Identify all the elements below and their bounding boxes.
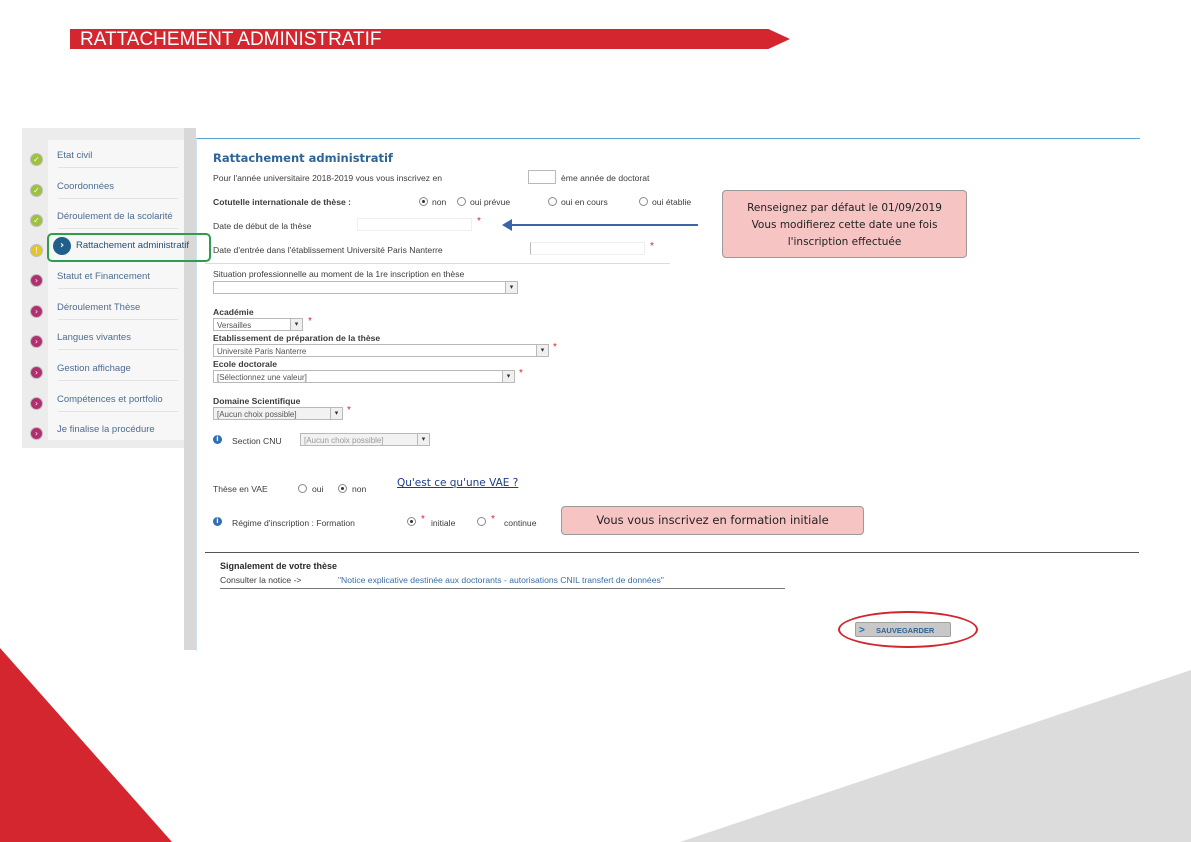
cotutelle-option-label: non — [432, 197, 447, 207]
required-asterisk: * — [308, 316, 312, 327]
sidebar-item-coordonnees[interactable] — [30, 178, 186, 204]
divider — [58, 198, 178, 199]
sidebar-item-langues[interactable] — [30, 329, 186, 355]
chevron-down-icon: ▾ — [502, 371, 514, 382]
year-input[interactable] — [528, 170, 556, 184]
regime-option-label: initiale — [431, 518, 456, 528]
section-value: [Aucun choix possible] — [304, 436, 384, 445]
divider — [58, 380, 178, 381]
required-asterisk: * — [519, 368, 523, 379]
decorative-grey-corner — [680, 670, 1191, 842]
ecole-select[interactable] — [213, 370, 515, 383]
sidebar-item-deroulement-these[interactable] — [30, 299, 186, 325]
sidebar-item-label: Rattachement administratif — [76, 240, 189, 251]
sidebar-item-label: Gestion affichage — [57, 363, 131, 374]
cotutelle-radio-non[interactable] — [419, 197, 428, 206]
divider — [58, 167, 178, 168]
chevron-right-icon: › — [53, 237, 71, 255]
sidebar-item-label: Déroulement de la scolarité — [57, 211, 173, 222]
cotutelle-label: Cotutelle internationale de thèse : — [213, 197, 351, 207]
academie-label: Académie — [213, 307, 254, 317]
situation-select[interactable] — [213, 281, 518, 294]
pointer-arrow-line — [510, 224, 698, 226]
divider — [220, 588, 785, 589]
callout-line: Renseignez par défaut le 01/09/2019 — [747, 202, 942, 214]
section-select[interactable] — [300, 433, 430, 446]
entry-date-input[interactable] — [530, 242, 645, 255]
vae-help-link[interactable]: Qu'est ce qu'une VAE ? — [397, 477, 519, 489]
academie-value: Versailles — [217, 321, 252, 330]
required-asterisk: * — [421, 514, 425, 525]
check-icon: ✓ — [30, 184, 43, 197]
info-icon[interactable]: i — [213, 435, 222, 444]
chevron-down-icon: ▾ — [290, 319, 302, 330]
divider — [58, 411, 178, 412]
divider — [58, 228, 178, 229]
chevron-right-icon: › — [30, 397, 43, 410]
year-label: Pour l'année universitaire 2018-2019 vous vous inscrivez en — [213, 173, 443, 183]
divider — [58, 319, 178, 320]
chevron-right-icon: › — [30, 305, 43, 318]
page-title: RATTACHEMENT ADMINISTRATIF — [80, 29, 382, 50]
etablissement-label: Etablissement de préparation de la thèse — [213, 333, 381, 343]
required-asterisk: * — [477, 216, 481, 227]
notice-prefix: Consulter la notice -> — [220, 575, 302, 585]
ecole-value: [Sélectionnez une valeur] — [217, 373, 307, 382]
section-divider — [205, 552, 1139, 553]
info-icon[interactable]: i — [213, 517, 222, 526]
chevron-right-icon: › — [30, 427, 43, 440]
sidebar-item-label: Statut et Financement — [57, 271, 150, 282]
domaine-select[interactable] — [213, 407, 343, 420]
required-asterisk: * — [491, 514, 495, 525]
date-callout — [722, 190, 967, 258]
start-date-label: Date de début de la thèse — [213, 221, 312, 231]
sidebar-item-etat-civil[interactable] — [30, 147, 186, 173]
year-suffix: ème année de doctorat — [561, 173, 650, 183]
sidebar-item-scolarite[interactable] — [30, 208, 186, 234]
chevron-down-icon: ▾ — [536, 345, 548, 356]
divider — [58, 349, 178, 350]
divider — [58, 288, 178, 289]
start-date-input[interactable] — [357, 218, 472, 231]
sidebar-item-label: Je finalise la procédure — [57, 424, 155, 435]
vae-radio-oui[interactable] — [298, 484, 307, 493]
required-asterisk: * — [553, 342, 557, 353]
chevron-down-icon: ▾ — [417, 434, 429, 445]
regime-callout: Vous vous inscrivez en formation initiale — [561, 506, 864, 535]
callout-line: l'inscription effectuée — [787, 236, 902, 248]
regime-radio-initiale[interactable] — [407, 517, 416, 526]
main-gutter — [184, 128, 196, 650]
situation-label: Situation professionnelle au moment de la 1re inscription en thèse — [213, 269, 465, 279]
check-icon: ✓ — [30, 153, 43, 166]
required-asterisk: * — [347, 405, 351, 416]
highlight-ring — [838, 611, 978, 648]
cotutelle-radio-en-cours[interactable] — [548, 197, 557, 206]
domaine-label: Domaine Scientifique — [213, 396, 301, 406]
vae-radio-non[interactable] — [338, 484, 347, 493]
sidebar-item-statut[interactable] — [30, 268, 186, 294]
cotutelle-option-label: oui prévue — [470, 197, 511, 207]
chevron-right-icon: › — [30, 274, 43, 287]
chevron-down-icon: ▾ — [505, 282, 517, 293]
vae-option-label: oui — [312, 484, 324, 494]
form-title: Rattachement administratif — [213, 151, 393, 165]
academie-select[interactable] — [213, 318, 303, 331]
section-label: Section CNU — [232, 436, 282, 446]
cotutelle-option-label: oui établie — [652, 197, 692, 207]
arrow-left-icon — [502, 219, 512, 231]
pending-icon: ! — [30, 244, 43, 257]
check-icon: ✓ — [30, 214, 43, 227]
cotutelle-radio-prevue[interactable] — [457, 197, 466, 206]
entry-date-label: Date d'entrée dans l'établissement Université Paris Nanterre — [213, 245, 443, 255]
sidebar-item-finalise[interactable] — [30, 421, 186, 447]
vae-option-label: non — [352, 484, 367, 494]
divider — [205, 263, 670, 264]
chevron-right-icon: > — [859, 625, 865, 636]
chevron-right-icon: › — [30, 335, 43, 348]
sidebar-item-label: Etat civil — [57, 150, 93, 161]
signalement-title: Signalement de votre thèse — [220, 561, 338, 571]
regime-option-label: continue — [504, 518, 537, 528]
regime-label: Régime d'inscription : Formation — [232, 518, 355, 528]
cotutelle-option-label: oui en cours — [561, 197, 608, 207]
sidebar-item-label: Langues vivantes — [57, 332, 131, 343]
etablissement-value: Université Paris Nanterre — [217, 347, 307, 356]
ecole-label: Ecole doctorale — [213, 359, 277, 369]
sidebar-item-gestion-affichage[interactable] — [30, 360, 186, 386]
notice-link[interactable]: "Notice explicative destinée aux doctorants - autorisations CNIL transfert de données" — [338, 575, 664, 585]
sidebar-item-label: Déroulement Thèse — [57, 302, 141, 313]
decorative-red-corner — [0, 648, 172, 842]
cotutelle-radio-etablie[interactable] — [639, 197, 648, 206]
required-asterisk: * — [650, 241, 654, 252]
sidebar-item-label: Compétences et portfolio — [57, 394, 163, 405]
sidebar-item-competences[interactable] — [30, 391, 186, 417]
vae-label: Thèse en VAE — [213, 484, 268, 494]
save-button-label: SAUVEGARDER — [876, 626, 935, 635]
regime-radio-continue[interactable] — [477, 517, 486, 526]
chevron-down-icon: ▾ — [330, 408, 342, 419]
etablissement-select[interactable] — [213, 344, 549, 357]
chevron-right-icon: › — [30, 366, 43, 379]
callout-line: Vous modifierez cette date une fois — [751, 219, 938, 231]
sidebar-item-label: Coordonnées — [57, 181, 115, 192]
domaine-value: [Aucun choix possible] — [217, 410, 297, 419]
